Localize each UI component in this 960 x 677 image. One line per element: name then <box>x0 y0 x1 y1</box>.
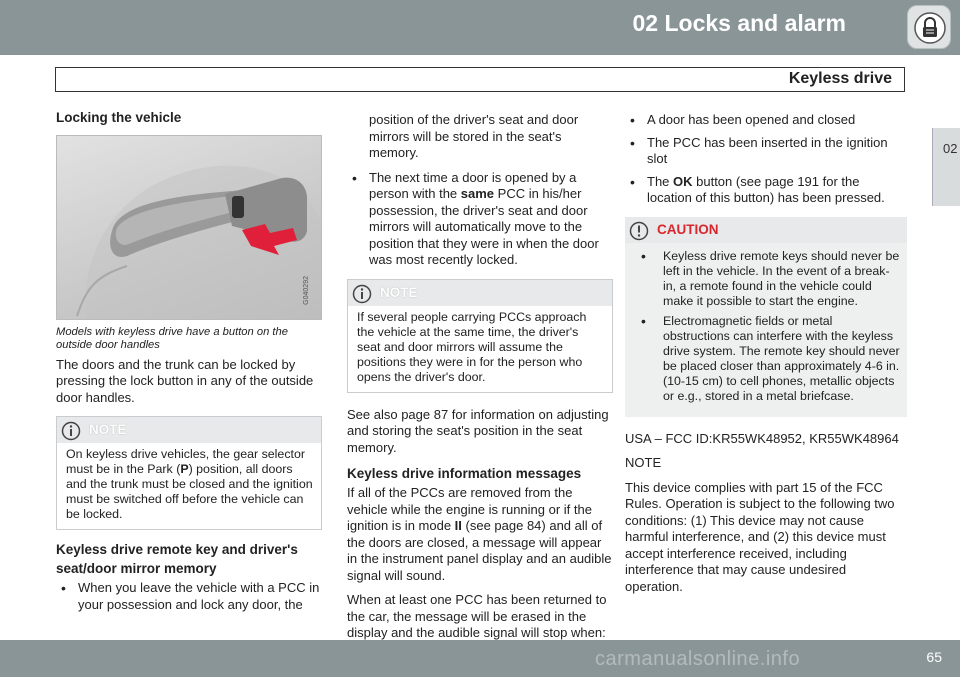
caution-list <box>625 243 907 404</box>
list-item: • A door has been opened and closed <box>625 112 907 129</box>
note-text: On keyless drive vehicles, the gear selector must be in the Park (P) position, all doors and the trunk must be closed and the ignition must be switched off before the vehicle can be locked. <box>66 447 313 521</box>
note-title: NOTE <box>89 422 127 437</box>
note-title: NOTE <box>380 284 418 300</box>
column-3 <box>625 112 907 603</box>
fcc-compliance-text: This device complies with part 15 of the FCC Rules. Operation is subject to the following two conditions: (1) This device may not cause harmful interference, and (2) this device must accept interference received, including interference that may cause undesired operation. <box>625 479 895 594</box>
header-band <box>0 0 910 55</box>
list-item: • Electromagnetic fields or metal obstructions can interfere with the keyless drive system. The remote key should never be placed closer than approximately 4-6 in. (10-15 cm) to cell phones, metallic objects or e.g., stored in a metal briefcase. <box>625 314 907 404</box>
info-icon <box>61 421 81 441</box>
section-header <box>55 67 905 92</box>
message-erase-text: When at least one PCC has been returned to the car, the message will be erased in the display and the audible signal will stop when: <box>347 592 607 640</box>
fcc-note-label: NOTE <box>625 455 662 470</box>
chapter-title: 02 Locks and alarm <box>632 10 846 36</box>
list-item: • The next time a door is opened by a person with the same PCC in his/her possession, the driver's seat and door mirrors will automatically move to the position that they were in when the door was most recently locked. <box>347 170 613 269</box>
info-messages-text: If all of the PCCs are removed from the vehicle while the engine is running or if the ignition is in mode II (see page 84) and all of the doors are closed, a message will appear in the instrument panel display and an audible signal will sound. <box>347 485 612 583</box>
page-number: 65 <box>926 649 942 665</box>
chapter-tab-label: 02 <box>943 141 958 156</box>
column-2 <box>347 112 613 650</box>
note-text: If several people carrying PCCs approach the vehicle at the same time, the driver's seat and door mirrors will assume the positions they were in for the person who opens the driver's door. <box>357 309 587 384</box>
note-header <box>348 280 612 306</box>
note-box-pcc <box>347 279 613 393</box>
list-item: • The PCC has been inserted in the ignition slot <box>625 135 907 168</box>
column-1 <box>56 110 322 619</box>
erase-conditions-list <box>625 112 907 207</box>
image-caption: Models with keyless drive have a button on the outside door handles <box>56 325 288 351</box>
caution-header <box>625 217 907 243</box>
list-item-continued: position of the driver's seat and door mirrors will be stored in the seat's memory. <box>369 112 579 160</box>
chapter-tab[interactable] <box>932 128 960 206</box>
seat-memory-reference: See also page 87 for information on adjusting and storing the seat's position in the seat memory. <box>347 406 609 455</box>
list-item: • When you leave the vehicle with a PCC in your possession and lock any door, the <box>56 580 322 613</box>
list-item: • Keyless drive remote keys should never be left in the vehicle. In the event of a break-in, a remote found in the vehicle could make it possible to start the engine. <box>625 249 907 309</box>
caution-box <box>625 217 907 417</box>
memory-list-cont <box>347 170 613 269</box>
heading-info-messages: Keyless drive information messages <box>347 466 582 481</box>
door-handle-image <box>56 135 322 320</box>
caution-title: CAUTION <box>657 221 719 237</box>
padlock-icon <box>907 5 951 49</box>
lock-instructions: The doors and the trunk can be locked by pressing the lock button in any of the outside door handles. <box>56 356 314 405</box>
memory-list <box>56 580 322 613</box>
fcc-id: USA – FCC ID:KR55WK48952, KR55WK48964 <box>625 430 899 446</box>
heading-locking-vehicle: Locking the vehicle <box>56 110 182 125</box>
image-code: G040292 <box>302 275 310 305</box>
info-icon <box>352 284 372 304</box>
list-item: • The OK button (see page 191 for the location of this button) has been pressed. <box>625 174 907 207</box>
watermark: carmanualsonline.info <box>595 648 801 670</box>
section-title: Keyless drive <box>788 70 892 87</box>
footer-band <box>0 640 960 677</box>
warning-icon <box>629 221 649 241</box>
heading-remote-key-memory: Keyless drive remote key and driver's seat/door mirror memory <box>56 542 298 576</box>
note-header <box>57 417 321 443</box>
note-box-gear <box>56 416 322 530</box>
